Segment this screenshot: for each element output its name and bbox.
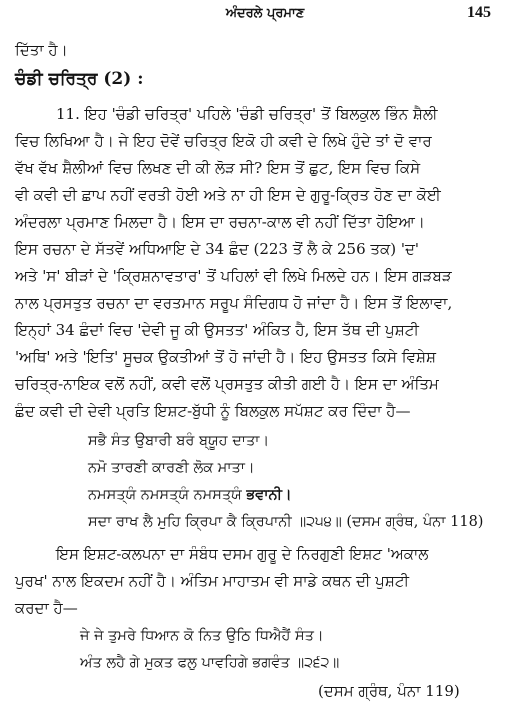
running-title: ਅੰਦਰਲੇ ਪ੍ਰਮਾਣ (225, 6, 305, 21)
verse-line: ਨਮੋ ਤਾਰਣੀ ਕਾਰਣੀ ਲੋਕ ਮਾਤਾ। (88, 460, 255, 476)
paragraph-line: ਵੀ ਕਵੀ ਦੀ ਛਾਪ ਨਹੀਂ ਵਰਤੀ ਹੋਈ ਅਤੇ ਨਾ ਹੀ ਇਸ ਦੇ ਗੁਰੂ-ਕ੍ਰਿਤ ਹੋਣ ਦਾ ਕੋਈ (15, 186, 441, 204)
paragraph-line: ਨਾਲ ਪ੍ਰਸਤੁਤ ਰਚਨਾ ਦਾ ਵਰਤਮਾਨ ਸਰੂਪ ਸੰਦਿਗਧ ਹੋ ਜਾਂਦਾ ਹੈ। ਇਸ ਤੋਂ ਇਲਾਵਾ, (15, 294, 453, 312)
running-header (0, 6, 515, 26)
paragraph-line: ਛੰਦ ਕਵੀ ਦੀ ਦੇਵੀ ਪ੍ਰਤਿ ਇਸ਼ਟ-ਬੁੱਧੀ ਨੂੰ ਬਿਲਕੁਲ ਸਪੱਸ਼ਟ ਕਰ ਦਿੰਦਾ ਹੈ— (15, 402, 411, 420)
verse-text: ਨਮਸਤ੍ਯੰ ਨਮਸਤ੍ਯੰ ਨਮਸਤ੍ਯੰ (88, 487, 242, 503)
section-heading: ਚੰਡੀ ਚਰਿਤ੍ਰ (2) : (15, 69, 144, 89)
paragraph-line: 11. ਇਹ 'ਚੰਡੀ ਚਰਿਤ੍ਰ' ਪਹਿਲੇ 'ਚੰਡੀ ਚਰਿਤ੍ਰ' ਤੋਂ ਬਿਲਕੁਲ ਭਿੰਨ ਸ਼ੈਲੀ (56, 105, 438, 123)
verse-line-with-citation: ਸਦਾ ਰਾਖ ਲੈ ਮੁਹਿ ਕ੍ਰਿਪਾ ਕੈ ਕ੍ਰਿਪਾਨੀ ॥੨੫੪॥ (ਦਸਮ ਗ੍ਰੰਥ, ਪੰਨਾ 118) (88, 514, 484, 530)
paragraph-line: ਅਤੇ 'ਸ' ਬੀੜਾਂ ਦੇ 'ਕ੍ਰਿਸ਼ਨਾਵਤਾਰ' ਤੋਂ ਪਹਿਲਾਂ ਵੀ ਲਿਖੇ ਮਿਲਦੇ ਹਨ। ਇਸ ਗੜਬੜ (15, 267, 452, 285)
paragraph-line: ਵਿਚ ਲਿਖਿਆ ਹੈ। ਜੇ ਇਹ ਦੋਵੇਂ ਚਰਿਤ੍ਰ ਇਕੋ ਹੀ ਕਵੀ ਦੇ ਲਿਖੇ ਹੁੰਦੇ ਤਾਂ ਦੋ ਵਾਰ (15, 132, 432, 150)
verse-line: ਅੰਤ ਲਹੈ ਗੇ ਮੁਕਤ ਫਲੁ ਪਾਵਹਿਗੇ ਭਗਵੰਤ ॥੨੬੨॥ (80, 655, 340, 671)
verse-citation: (ਦਸਮ ਗ੍ਰੰਥ, ਪੰਨਾ 119) (318, 682, 460, 700)
paragraph-line: ਇਸ ਰਚਨਾ ਦੇ ਸੱਤਵੇਂ ਅਧਿਆਇ ਦੇ 34 ਛੰਦ (223 ਤੋਂ ਲੈ ਕੇ 256 ਤਕ) 'ਦ' (15, 240, 420, 258)
verse-line: ਸਭੈ ਸੰਤ ਉਬਾਰੀ ਬਰੰ ਬ੍ਯੂਹ ਦਾਤਾ। (88, 433, 270, 449)
verse-line (88, 485, 292, 505)
carryover-line: ਦਿੱਤਾ ਹੈ। (15, 41, 68, 59)
verse-emphasis: ਭਵਾਨੀ। (246, 486, 292, 503)
paragraph-line: ਚਰਿਤ੍ਰ-ਨਾਇਕ ਵਲੋਂ ਨਹੀਂ, ਕਵੀ ਵਲੋਂ ਪ੍ਰਸਤੁਤ ਕੀਤੀ ਗਈ ਹੈ। ਇਸ ਦਾ ਅੰਤਿਮ (15, 375, 439, 393)
paragraph-line: ਪੁਰਖ' ਨਾਲ ਇਕਦਮ ਨਹੀਂ ਹੈ। ਅੰਤਿਮ ਮਾਹਾਤਮ ਵੀ ਸਾਡੇ ਕਥਨ ਦੀ ਪੁਸ਼ਟੀ (15, 572, 409, 590)
paragraph-line: ਕਰਦਾ ਹੈ— (15, 599, 78, 617)
paragraph-line: ਇਸ ਇਸ਼ਟ-ਕਲਪਨਾ ਦਾ ਸੰਬੰਧ ਦਸਮ ਗੁਰੂ ਦੇ ਨਿਰਗੁਣੀ ਇਸ਼ਟ 'ਅਕਾਲ (56, 545, 429, 563)
paragraph-line: ਵੱਖ ਵੱਖ ਸ਼ੈਲੀਆਂ ਵਿਚ ਲਿਖਣ ਦੀ ਕੀ ਲੋੜ ਸੀ? ਇਸ ਤੋਂ ਛੁਟ, ਇਸ ਵਿਚ ਕਿਸੇ (15, 159, 421, 177)
page-number: 145 (467, 4, 491, 21)
verse-line: ਜੇ ਜੇ ਤੁਮਰੇ ਧਿਆਨ ਕੋ ਨਿਤ ਉਠਿ ਧਿਐਹੈਂ ਸੰਤ। (80, 628, 324, 644)
paragraph-line: ਅੰਦਰਲਾ ਪ੍ਰਮਾਣ ਮਿਲਦਾ ਹੈ। ਇਸ ਦਾ ਰਚਨਾ-ਕਾਲ ਵੀ ਨਹੀਂ ਦਿੱਤਾ ਹੋਇਆ। (15, 213, 425, 231)
paragraph-line: 'ਅਥਿ' ਅਤੇ 'ਇਤਿ' ਸੂਚਕ ਉਕਤੀਆਂ ਤੋਂ ਹੋ ਜਾਂਦੀ ਹੈ। ਇਹ ਉਸਤਤ ਕਿਸੇ ਵਿਸ਼ੇਸ਼ (15, 348, 436, 366)
paragraph-line: ਇਨ੍ਹਾਂ 34 ਛੰਦਾਂ ਵਿਚ 'ਦੇਵੀ ਜੂ ਕੀ ਉਸਤਤ' ਅੰਕਿਤ ਹੈ, ਇਸ ਤੱਥ ਦੀ ਪੁਸ਼ਟੀ (15, 321, 419, 339)
